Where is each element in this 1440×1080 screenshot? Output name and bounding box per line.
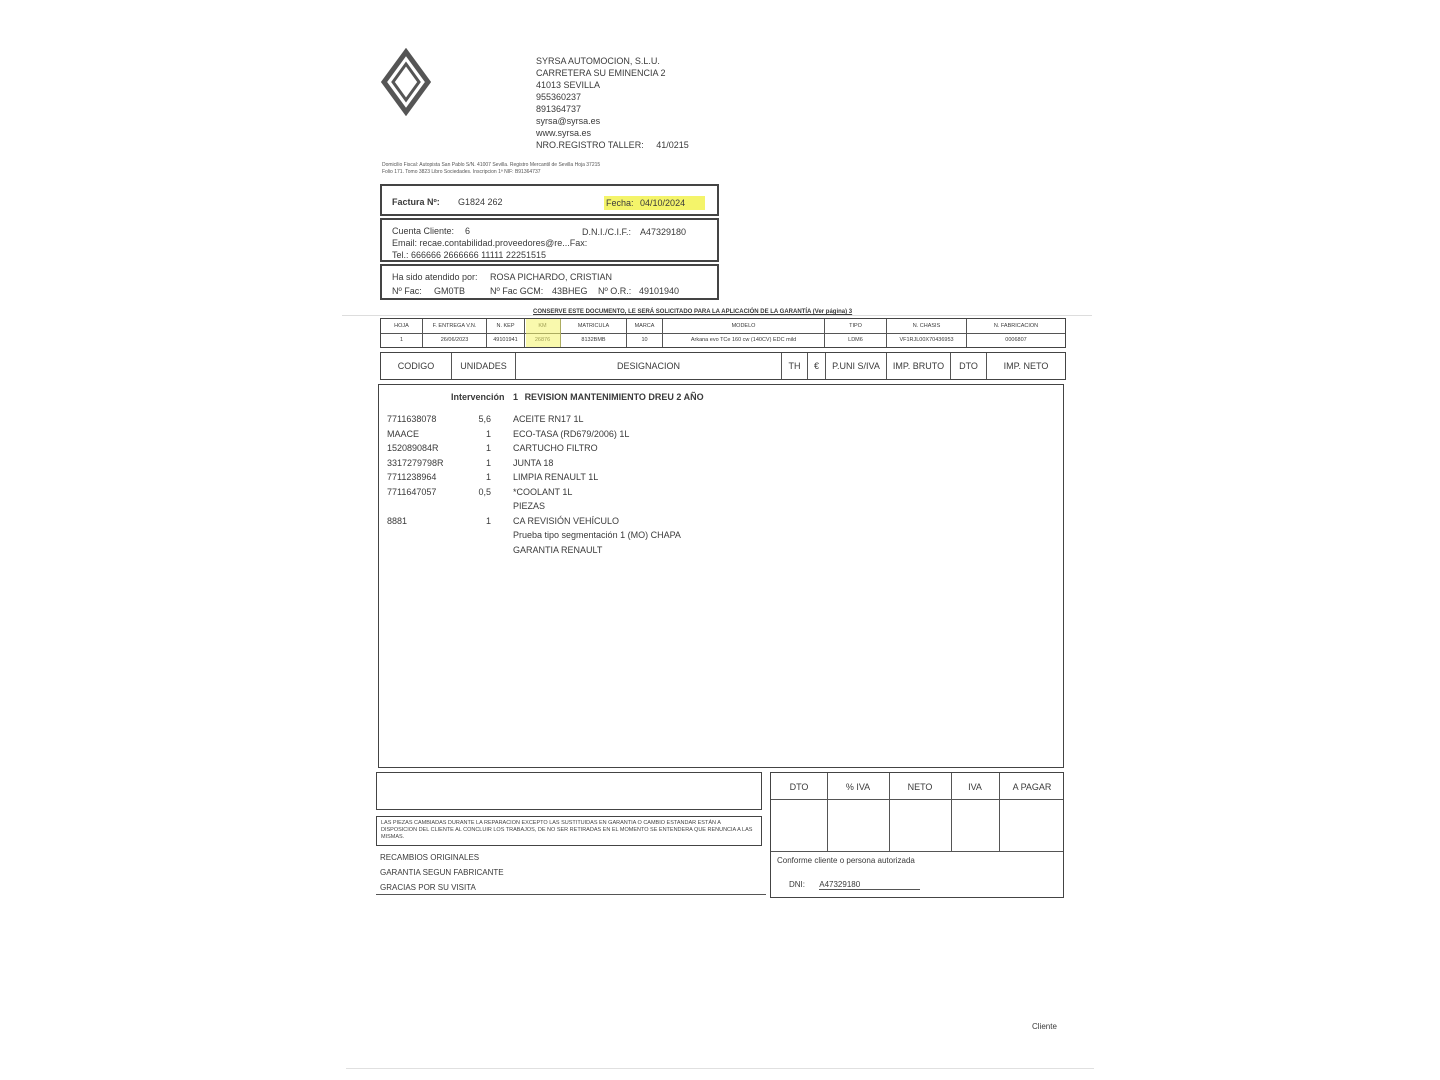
line-qty: 1 — [485, 515, 491, 526]
totals-box — [770, 772, 1064, 898]
vehicle-value-hoja: 1 — [381, 333, 423, 347]
legal-line-2: Folio 171. Tomo 3823 Libro Sociedades. Inscripcion 1ª NIF: B91364737 — [382, 169, 541, 175]
warranty-note: CONSERVE ESTE DOCUMENTO, LE SERÁ SOLICITADO PARA LA APLICACIÓN DE LA GARANTÍA (Ver página) 3 — [533, 309, 853, 315]
footer-line-1: RECAMBIOS ORIGINALES — [380, 853, 480, 862]
piezas-notice: LAS PIEZAS CAMBIADAS DURANTE LA REPARACION EXCEPTO LAS SUSTITUIDAS EN GARANTIA O CAMBIO ESTANDAR ESTÁN A DISPOSICION DEL CLIENTE AL CONCLUIR LOS TRABAJOS, DE NO SER RETIRADAS EN EL MOMENTO SE ENTENDERA QUE RENUNCIA A LAS MISMAS. — [381, 820, 753, 840]
conforme-text: Conforme cliente o persona autorizada — [777, 856, 915, 865]
line-qty: 1 — [485, 457, 491, 468]
col-puni: P.UNI S/IVA — [826, 353, 887, 379]
vehicle-value-n-kep: 49101941 — [487, 333, 525, 347]
line-desc: LIMPIA RENAULT 1L — [513, 472, 599, 482]
nfac-label: Nº Fac: — [392, 286, 422, 296]
line-desc: CARTUCHO FILTRO — [513, 443, 598, 453]
totals-header-dto: DTO — [789, 782, 809, 792]
vehicle-header-n-chasis: N. CHASIS — [887, 319, 967, 333]
line-desc: GARANTIA RENAULT — [513, 544, 603, 555]
line-qty: 5,6 — [478, 414, 491, 424]
attended-label: Ha sido atendido por: — [392, 272, 478, 282]
line-qty: 0,5 — [478, 486, 491, 497]
line-code: 8881 — [387, 515, 408, 526]
line-qty: 1 — [485, 428, 491, 439]
tel-line: Tel.: 666666 2666666 11111 22251515 — [392, 250, 546, 260]
company-email: syrsa@syrsa.es — [536, 116, 601, 126]
vehicle-header-f-entrega: F. ENTREGA V.N. — [423, 319, 487, 333]
footer-line-3: GRACIAS POR SU VISITA — [380, 883, 476, 892]
totals-header-neto: NETO — [907, 782, 933, 792]
factura-label: Factura Nº: — [392, 197, 440, 207]
piezas-notice-box — [376, 816, 762, 846]
col-unidades: UNIDADES — [452, 353, 516, 379]
page-bottom-rule — [346, 1068, 1094, 1069]
totals-col-rule — [999, 773, 1000, 851]
line-desc: ACEITE RN17 1L — [513, 414, 584, 424]
vehicle-value-tipo: LDM6 — [825, 333, 887, 347]
vehicle-header-tipo: TIPO — [825, 319, 887, 333]
factura-value: G1824 262 — [458, 197, 503, 207]
footer-left-rule — [376, 894, 766, 895]
vehicle-value-modelo: Arkana evo TCe 160 cw (140CV) EDC mild — [663, 333, 825, 347]
vehicle-header-n-fabricacion: N. FABRICACION — [993, 323, 1039, 329]
totals-header-rule — [771, 799, 1063, 800]
brand-logo — [380, 48, 432, 116]
totals-header-iva-pct: % IVA — [845, 782, 871, 792]
nfac-value: GM0TB — [434, 286, 466, 296]
nfacgcm-value: 43BHEG — [552, 286, 588, 296]
vehicle-value-matricula: 8132BMB — [561, 333, 627, 347]
line-code: 7711647057 — [387, 486, 437, 497]
attended-value: ROSA PICHARDO, CRISTIAN — [490, 272, 613, 282]
totals-header-apagar: A PAGAR — [1012, 782, 1052, 792]
diamond-logo-icon — [380, 48, 432, 116]
line-qty: 1 — [485, 472, 491, 482]
client-box — [380, 218, 719, 262]
dni-value: A47329180 — [640, 227, 687, 237]
totals-dni-label: DNI: — [789, 880, 805, 889]
company-phone2: 891364737 — [536, 104, 582, 114]
line-desc: PIEZAS — [513, 501, 546, 511]
line-desc: Prueba tipo segmentación 1 (MO) CHAPA — [513, 530, 681, 540]
km-highlight — [526, 319, 561, 347]
line-desc: JUNTA 18 — [513, 457, 554, 468]
col-th: TH — [782, 353, 808, 379]
line-desc: ECO-TASA (RD679/2006) 1L — [513, 428, 630, 439]
company-registro — [536, 139, 689, 151]
vehicle-value-marca: 10 — [627, 333, 663, 347]
footer-line-2: GARANTIA SEGUN FABRICANTE — [380, 868, 504, 877]
nfacgcm-label: Nº Fac GCM: — [490, 286, 544, 296]
totals-dni-value: A47329180 — [819, 880, 920, 890]
cuenta-label: Cuenta Cliente: — [392, 226, 455, 236]
vehicle-value-f-entrega: 26/06/2023 — [423, 333, 487, 347]
line-code: 7711238964 — [387, 472, 437, 482]
vehicle-value-n-fabricacion: 0006807 — [1005, 337, 1027, 343]
company-phone1: 955360237 — [536, 92, 582, 102]
totals-body-rule — [771, 851, 1063, 852]
intervention-number: 1 — [513, 392, 519, 402]
attended-box — [380, 264, 719, 300]
company-address: CARRETERA SU EMINENCIA 2 — [536, 68, 666, 78]
registro-label: NRO.REGISTRO TALLER: — [536, 140, 644, 150]
intervention-name: REVISION MANTENIMIENTO DREU 2 AÑO — [524, 392, 704, 402]
items-body — [378, 384, 1064, 768]
vehicle-header-marca: MARCA — [627, 319, 663, 333]
company-name: SYRSA AUTOMOCION, S.L.U. — [536, 56, 660, 66]
col-euro: € — [808, 353, 826, 379]
vehicle-header-n-kep: N. KEP — [487, 319, 525, 333]
invoice-box — [380, 184, 719, 216]
intervention-prefix: Intervención — [451, 392, 505, 402]
vehicle-table — [380, 318, 1066, 348]
email-line: Email: recae.contabilidad.proveedores@re...Fax: — [392, 238, 588, 248]
totals-dni — [789, 879, 920, 891]
vehicle-header-hoja: HOJA — [381, 319, 423, 333]
company-web: www.syrsa.es — [536, 128, 592, 138]
nor-label: Nº O.R.: — [598, 286, 632, 296]
line-code: 3317279798R — [387, 457, 444, 468]
totals-header-iva: IVA — [968, 782, 982, 792]
fecha-label: Fecha: — [606, 198, 634, 208]
col-designacion: DESIGNACION — [516, 353, 782, 379]
company-city: 41013 SEVILLA — [536, 80, 601, 90]
totals-col-rule — [827, 773, 828, 851]
line-code: MAACE — [387, 428, 420, 439]
items-header — [380, 352, 1066, 380]
line-code: 7711638078 — [387, 414, 437, 424]
registro-value: 41/0215 — [656, 140, 689, 150]
fecha-value: 04/10/2024 — [640, 198, 686, 208]
col-impneto: IMP. NETO — [1003, 361, 1049, 371]
line-desc: CA REVISIÓN VEHÍCULO — [513, 515, 620, 526]
col-dto: DTO — [951, 353, 987, 379]
line-code: 152089084R — [387, 443, 439, 453]
line-qty: 1 — [485, 443, 491, 453]
intervention-title — [451, 391, 704, 403]
vehicle-value-n-chasis: VF1RJL00X70436953 — [887, 333, 967, 347]
totals-col-rule — [951, 773, 952, 851]
fecha-field — [604, 196, 705, 210]
totals-col-rule — [889, 773, 890, 851]
divider-line — [342, 315, 1092, 316]
dni-label: D.N.I./C.I.F.: — [582, 227, 632, 237]
legal-line-1: Domicilio Fiscal: Autopista San Pablo S/N. 41007 Sevilla. Registro Mercantil de Sevilla Hoja 37215 — [382, 162, 601, 168]
copy-label: Cliente — [1032, 1022, 1057, 1031]
col-impbruto: IMP. BRUTO — [887, 353, 951, 379]
col-codigo: CODIGO — [381, 353, 452, 379]
footer-blank-box — [376, 772, 762, 810]
vehicle-header-matricula: MATRICULA — [561, 319, 627, 333]
nor-value: 49101940 — [639, 286, 680, 296]
vehicle-header-modelo: MODELO — [663, 319, 825, 333]
cuenta-value: 6 — [465, 226, 471, 236]
line-desc: *COOLANT 1L — [513, 486, 573, 497]
